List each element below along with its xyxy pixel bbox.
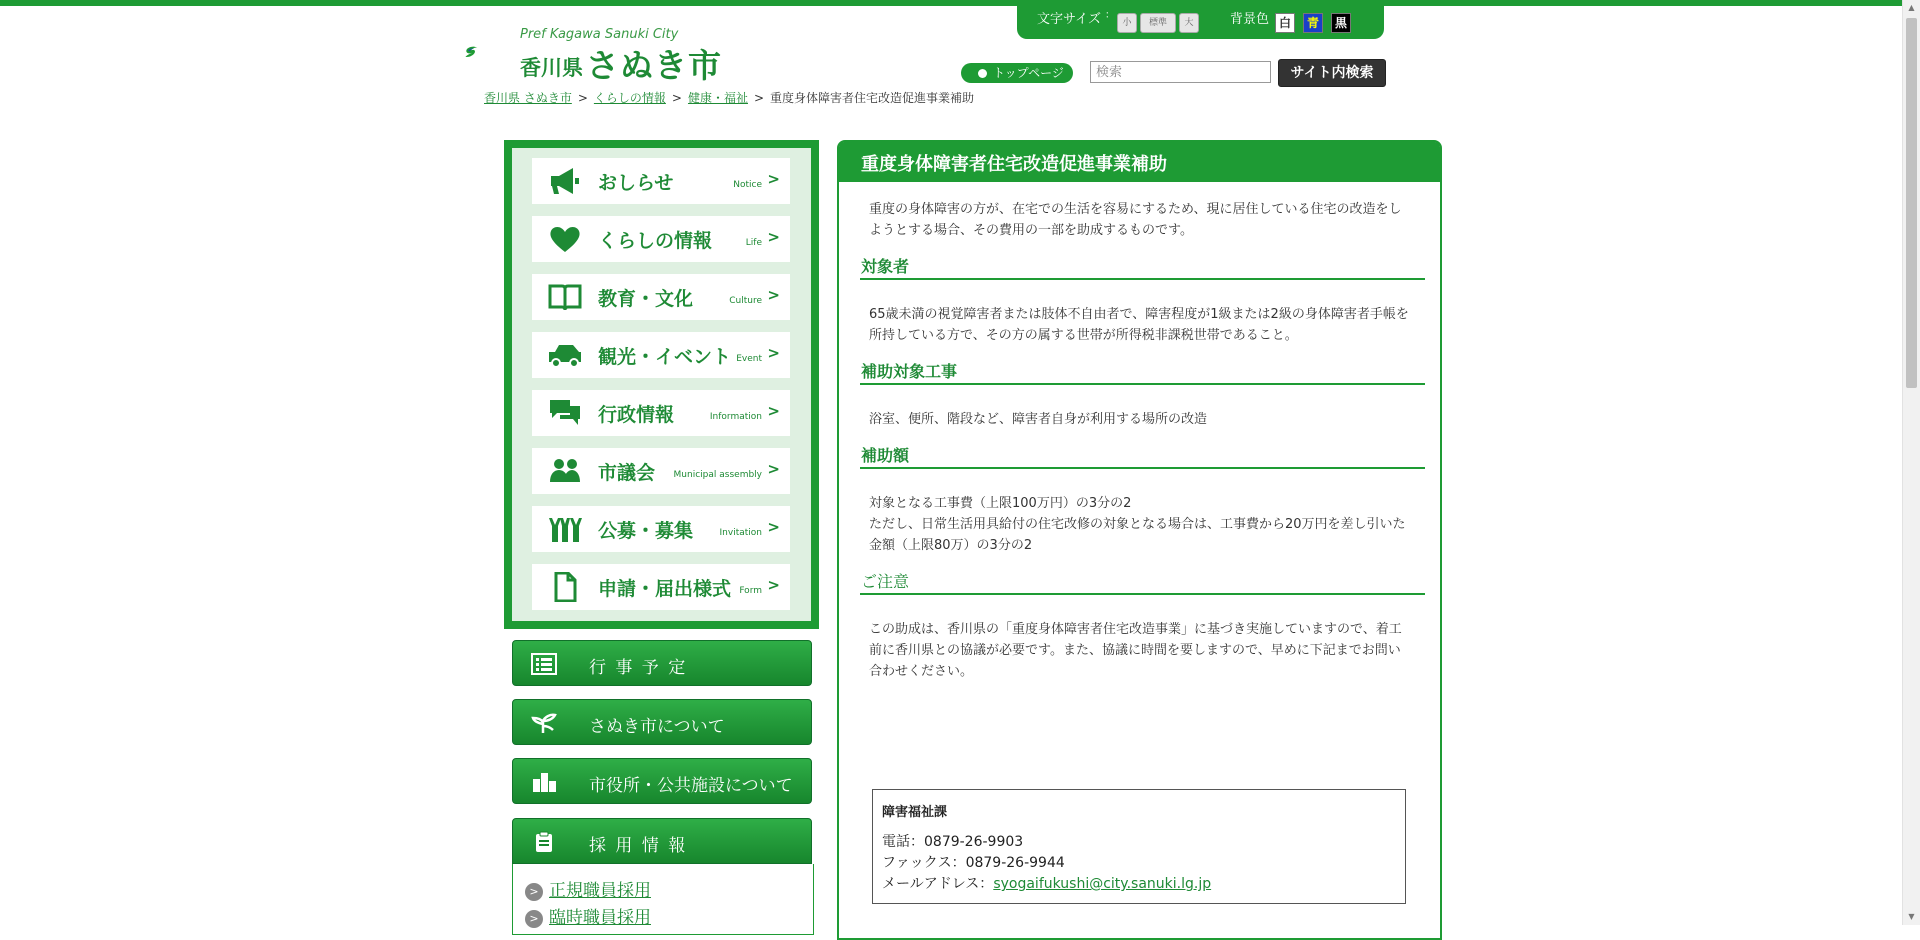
bg-black-button[interactable]: 黒: [1331, 13, 1351, 33]
eligibility-text: 65歳未満の視覚障害者または肢体不自由者で、障害程度が1級または2級の身体障害者手帳を所持している方で、その方の属する世帯が所得税非課税世帯であること。: [869, 307, 1409, 343]
chevron-right-icon: >: [767, 286, 780, 304]
nav-item-en-label: Municipal assembly: [673, 470, 762, 480]
about-city-button[interactable]: [512, 699, 812, 745]
nav-item-en-label: Invitation: [719, 528, 762, 538]
font-size-standard-button[interactable]: 標準: [1140, 13, 1176, 33]
nav-item-en-label: Life: [745, 238, 762, 248]
nav-item-life[interactable]: [532, 216, 790, 262]
notice-text: この助成は、香川県の「重度身体障害者住宅改造事業」に基づき実施していますので、着工前に香川県との協議が必要です。また、協議に時間を要しますので、早めに下記までお問い合わせください。: [869, 622, 1402, 679]
contact-mail-label: メールアドレス：: [882, 876, 994, 892]
section-heading-text: 対象者: [861, 257, 910, 276]
events-schedule-label: 行 事 予 定: [589, 658, 688, 678]
logo-english-name: Pref Kagawa Sanuki City: [520, 27, 679, 42]
pine-tree-icon: [531, 712, 557, 734]
top-accent-bar: [0, 0, 1920, 6]
regular-staff-label: 正規職員採用: [549, 881, 651, 901]
temporary-staff-label: 臨時職員採用: [549, 908, 651, 928]
chevron-right-icon: >: [767, 576, 780, 594]
intro-text: 重度の身体障害の方が、在宅での生活を容易にするため、現に居住している住宅の改造をしようとする場合、その費用の一部を助成するものです。: [869, 202, 1402, 238]
chevron-right-icon: >: [767, 344, 780, 362]
section-heading-amount: [860, 443, 1425, 469]
logo-city-name: さぬき市: [586, 46, 722, 85]
nav-item-label: 申請・届出様式: [598, 578, 732, 600]
chevron-right-icon: >: [767, 170, 780, 188]
book-icon: [548, 282, 582, 312]
clipboard-icon: [531, 831, 557, 853]
temporary-staff-link[interactable]: [525, 903, 651, 928]
car-icon: [548, 340, 582, 370]
global-nav: [504, 140, 819, 629]
chevron-right-icon: >: [767, 518, 780, 536]
bg-blue-button[interactable]: 青: [1303, 13, 1323, 33]
arrow-circle-icon: >: [525, 883, 543, 901]
toppage-button[interactable]: [961, 63, 1073, 83]
nav-item-label: くらしの情報: [598, 230, 713, 252]
nav-item-en-label: Event: [736, 354, 762, 364]
works-text: 浴室、便所、階段など、障害者自身が利用する場所の改造: [869, 412, 1208, 427]
search-input[interactable]: [1090, 61, 1271, 83]
toppage-label: トップページ: [993, 66, 1064, 80]
arrow-circle-icon: >: [525, 910, 543, 928]
scrollbar-thumb[interactable]: [1906, 18, 1917, 388]
section-heading-text: ご注意: [861, 572, 910, 591]
recruitment-button[interactable]: [512, 818, 812, 864]
section-heading-works: [860, 359, 1425, 385]
amount-text: 対象となる工事費（上限100万円）の3分の2: [869, 496, 1132, 511]
scroll-down-icon[interactable]: ▼: [1908, 912, 1915, 921]
font-size-label: 文字サイズ: [1037, 12, 1101, 27]
bg-color-label: 背景色: [1230, 12, 1270, 27]
breadcrumb-home[interactable]: 香川県 さぬき市: [484, 91, 572, 105]
breadcrumb-current: 重度身体障害者住宅改造促進事業補助: [770, 91, 975, 105]
page-title-bar: [839, 142, 1440, 182]
regular-staff-link[interactable]: [525, 876, 651, 901]
section-heading-text: 補助対象工事: [861, 362, 958, 381]
accessibility-toolbar: 文字サイズ ： 小 標準 大 背景色 白 青 黒: [1017, 6, 1384, 39]
people-icon: [548, 456, 582, 486]
contact-box: [872, 789, 1406, 904]
events-schedule-button[interactable]: [512, 640, 812, 686]
section-heading-text: 補助額: [861, 446, 910, 465]
nav-item-label: 公募・募集: [598, 520, 694, 542]
nav-item-label: 教育・文化: [598, 288, 694, 310]
font-size-large-button[interactable]: 大: [1179, 13, 1199, 33]
nav-item-en-label: Form: [739, 586, 762, 596]
buildings-icon: [531, 771, 557, 793]
section-heading-notice: [860, 569, 1425, 595]
nav-item-en-label: Culture: [729, 296, 762, 306]
contact-tel: 電話：0879-26-9903: [882, 834, 1024, 850]
nav-item-assembly[interactable]: [532, 448, 790, 494]
nav-item-label: 観光・イベント: [598, 346, 732, 368]
heart-icon: [548, 224, 582, 254]
nav-item-form[interactable]: [532, 564, 790, 610]
breadcrumb: [484, 89, 974, 106]
raised-hands-icon: [548, 514, 582, 544]
city-facilities-button[interactable]: [512, 758, 812, 804]
font-size-small-button[interactable]: 小: [1117, 13, 1137, 33]
logo-prefecture: 香川県: [520, 56, 583, 80]
nav-item-information[interactable]: [532, 390, 790, 436]
nav-item-en-label: Notice: [733, 180, 762, 190]
about-city-label: さぬき市について: [589, 717, 725, 737]
breadcrumb-separator: >: [753, 91, 765, 105]
sanuki-swirl-icon: [465, 24, 525, 80]
nav-item-culture[interactable]: [532, 274, 790, 320]
contact-mail-link[interactable]: syogaifukushi@city.sanuki.lg.jp: [993, 876, 1212, 892]
breadcrumb-health[interactable]: 健康・福祉: [687, 91, 748, 105]
bg-white-button[interactable]: 白: [1275, 13, 1295, 33]
page-scrollbar[interactable]: [1902, 0, 1920, 925]
nav-item-notice[interactable]: [532, 158, 790, 204]
nav-item-label: 市議会: [598, 462, 656, 484]
document-icon: [548, 572, 582, 602]
megaphone-icon: [548, 166, 582, 196]
nav-item-en-label: Information: [709, 412, 762, 422]
contact-fax: ファックス：0879-26-9944: [882, 855, 1065, 871]
contact-department: 障害福祉課: [882, 805, 948, 820]
global-nav-inner: [512, 148, 811, 621]
amount-note-text: ただし、日常生活用具給付の住宅改修の対象となる場合は、工事費から20万円を差し引いた金額（上限80万）の3分の2: [869, 517, 1406, 553]
nav-item-event[interactable]: [532, 332, 790, 378]
dot-icon: [978, 69, 987, 78]
section-heading-eligibility: [860, 254, 1425, 280]
site-search-button[interactable]: サイト内検索: [1278, 59, 1386, 87]
recruitment-links: [512, 864, 814, 935]
calendar-list-icon: [531, 653, 557, 675]
scroll-up-icon[interactable]: ▲: [1908, 3, 1915, 12]
page-title: 重度身体障害者住宅改造促進事業補助: [861, 154, 1167, 175]
recruitment-label: 採 用 情 報: [589, 836, 688, 856]
nav-item-label: 行政情報: [598, 404, 675, 426]
nav-item-label: おしらせ: [598, 172, 674, 194]
contact-mail-row: [882, 873, 1211, 893]
chevron-right-icon: >: [767, 228, 780, 246]
chevron-right-icon: >: [767, 460, 780, 478]
city-facilities-label: 市役所・公共施設について: [589, 776, 793, 796]
breadcrumb-separator: >: [577, 91, 588, 105]
chevron-right-icon: >: [767, 402, 780, 420]
nav-item-invitation[interactable]: [532, 506, 790, 552]
speech-bubbles-icon: [548, 398, 582, 428]
breadcrumb-life[interactable]: くらしの情報: [593, 91, 666, 105]
breadcrumb-separator: >: [671, 91, 682, 105]
